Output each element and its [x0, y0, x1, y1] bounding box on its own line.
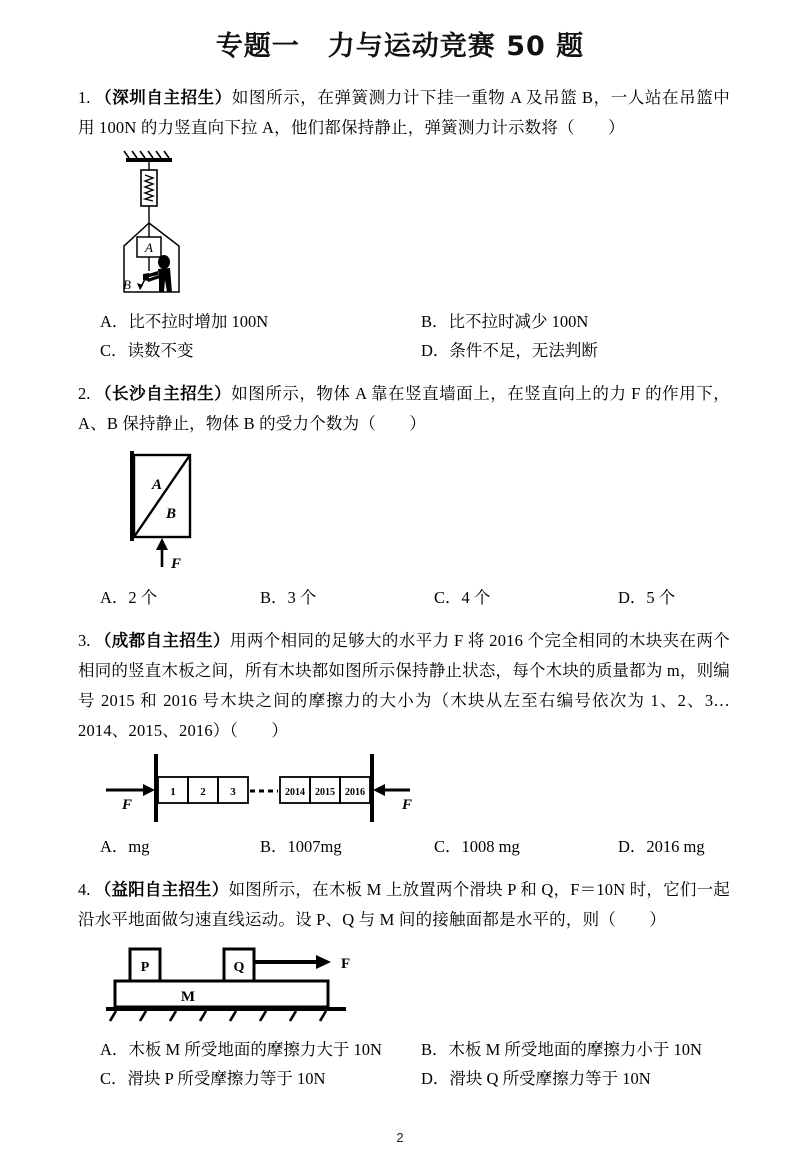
question-2-option-a[interactable]: A．2 个: [100, 588, 158, 607]
document-content: [0, 83, 800, 1093]
question-2-figure: [78, 445, 730, 575]
question-2-options: [78, 583, 730, 612]
force-label-right: F: [402, 797, 413, 813]
clamped-blocks-figure: [98, 752, 418, 824]
force-label-f: F: [171, 556, 182, 572]
question-3-option-a[interactable]: A．mg: [100, 837, 150, 856]
block-label-2: 2: [200, 786, 206, 798]
block-label-2016: 2016: [345, 787, 365, 798]
page-title: 专题一 力与运动竞赛 50 题: [215, 31, 585, 62]
board-sliders-figure: [98, 941, 398, 1027]
question-1-option-a[interactable]: A．比不拉时增加 100N: [100, 312, 269, 331]
question-2: [78, 379, 730, 612]
question-1: [78, 83, 730, 365]
question-4-figure: [78, 941, 730, 1027]
question-3-option-b[interactable]: B．1007mg: [260, 837, 342, 856]
ground-hatching: [110, 1011, 326, 1021]
force-label-left: F: [122, 797, 133, 813]
question-3: [78, 626, 730, 861]
question-1-body: 如图所示，在弹簧测力计下挂一重物 A 及吊篮 B，一人站在吊篮中用 100N 的力竖直向下拉 A，他们都保持静止，弹簧测力计示数将（ ）: [78, 88, 730, 137]
question-3-source: （成都自主招生）: [94, 631, 230, 650]
question-3-body: 用两个相同的足够大的水平力 F 将 2016 个完全相同的木块夹在两个相同的竖直木板之间，所有木块都如图所示保持静止状态，每个木块的质量都为 m，则编号 2015 和 2016 号木块之间的摩擦力的大小为（木块从左至右编号依次为 1、2、3…2014、2015、2016）（ ）: [78, 631, 730, 740]
person-silhouette: [143, 255, 172, 292]
question-1-source: （深圳自主招生）: [95, 88, 232, 107]
question-4-option-a[interactable]: A．木板 M 所受地面的摩擦力大于 10N: [100, 1040, 382, 1059]
question-2-number: 2.: [78, 384, 91, 403]
wall-blocks-figure: [108, 445, 248, 575]
question-3-options: [78, 832, 730, 861]
question-1-option-b[interactable]: B．比不拉时减少 100N: [421, 312, 589, 331]
question-3-number: 3.: [78, 631, 91, 650]
block-label-2014: 2014: [285, 787, 305, 798]
basket-label-b: B: [123, 277, 131, 292]
question-3-option-d[interactable]: D．2016 mg: [618, 837, 705, 856]
question-4-source: （益阳自主招生）: [94, 880, 229, 899]
page-number: 2: [396, 1130, 404, 1145]
question-2-option-b[interactable]: B．3 个: [260, 588, 317, 607]
spring-scale-basket-figure: [96, 149, 226, 299]
question-3-option-c[interactable]: C．1008 mg: [434, 837, 520, 856]
question-4-option-b[interactable]: B．木板 M 所受地面的摩擦力小于 10N: [421, 1040, 702, 1059]
question-3-text: [78, 626, 730, 746]
question-4-number: 4.: [78, 880, 91, 899]
question-2-source: （长沙自主招生）: [95, 384, 232, 403]
question-2-text: [78, 379, 730, 439]
block-label-3: 3: [230, 786, 236, 798]
force-label-f: F: [341, 956, 351, 972]
block-label-1: 1: [170, 786, 176, 798]
question-4-option-d[interactable]: D．滑块 Q 所受摩擦力等于 10N: [421, 1069, 651, 1088]
board-label-m: M: [180, 989, 196, 1005]
question-4: [78, 875, 730, 1093]
question-4-text: [78, 875, 730, 935]
slider-label-p: P: [140, 960, 150, 975]
question-4-body: 如图所示，在木板 M 上放置两个滑块 P 和 Q，F＝10N 时，它们一起沿水平地面做匀速直线运动。设 P、Q 与 M 间的接触面都是水平的，则（ ）: [78, 880, 730, 929]
question-1-figure: [78, 149, 730, 299]
question-4-option-c[interactable]: C．滑块 P 所受摩擦力等于 10N: [100, 1069, 326, 1088]
slider-label-q: Q: [233, 960, 245, 975]
question-3-figure: [78, 752, 730, 824]
question-1-number: 1.: [78, 88, 91, 107]
question-1-options: [78, 307, 730, 365]
question-2-body: 如图所示，物体 A 靠在竖直墙面上，在竖直向上的力 F 的作用下，A、B 保持静止，物体 B 的受力个数为（ ）: [78, 384, 730, 433]
block-label-a: A: [152, 477, 163, 493]
question-2-option-c[interactable]: C．4 个: [434, 588, 491, 607]
question-2-option-d[interactable]: D．5 个: [618, 588, 676, 607]
weight-label-a: A: [145, 240, 153, 255]
question-1-text: [78, 83, 730, 143]
question-1-option-d[interactable]: D．条件不足，无法判断: [421, 341, 598, 360]
question-1-option-c[interactable]: C．读数不变: [100, 341, 194, 360]
block-label-2015: 2015: [315, 787, 335, 798]
question-4-options: [78, 1035, 730, 1093]
block-label-b: B: [166, 506, 177, 522]
